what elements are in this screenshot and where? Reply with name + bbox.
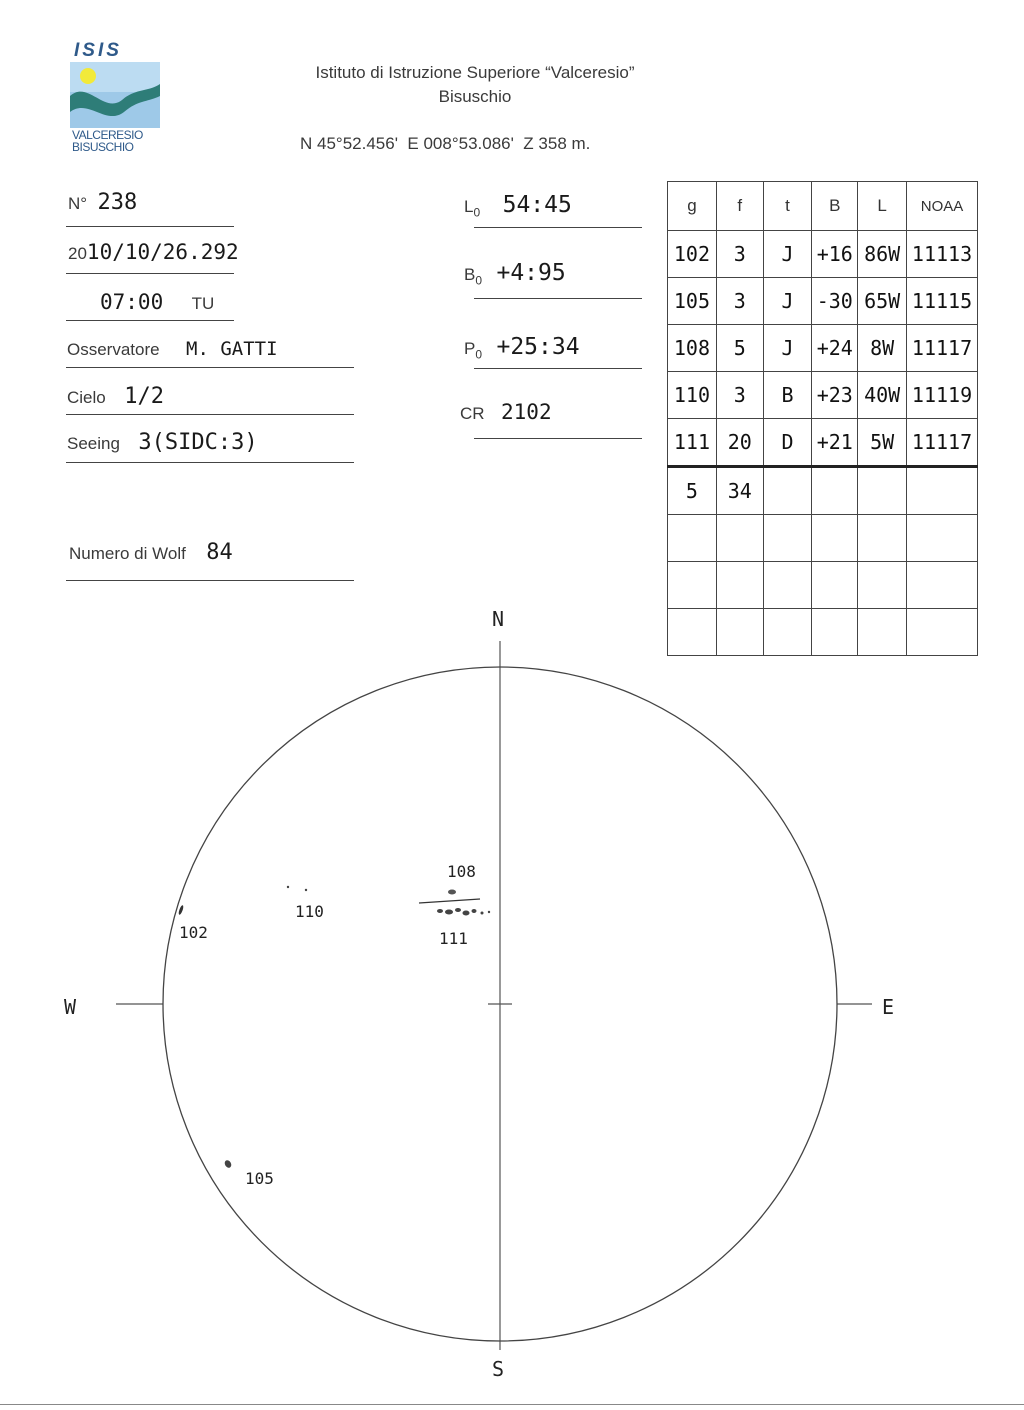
col-header-t: t (763, 182, 812, 231)
table-cell: 3 (716, 278, 763, 325)
record-number-underline (66, 226, 234, 227)
table-row (668, 278, 978, 325)
table-cell: 86W (858, 231, 907, 278)
totals-row (668, 467, 978, 515)
col-header-g: g (668, 182, 717, 231)
institute-town: Bisuschio (438, 87, 512, 106)
isis-logo (66, 40, 162, 156)
record-number-row (68, 190, 137, 215)
seeing-label: Seeing (67, 434, 120, 453)
table-row (668, 325, 978, 372)
col-header-b: B (812, 182, 858, 231)
table-cell: -30 (812, 278, 858, 325)
table-cell: J (763, 231, 812, 278)
l0-value: 54:45 (502, 192, 572, 218)
sky-value: 1/2 (124, 384, 164, 409)
cr-row (460, 400, 552, 424)
cr-value: 2102 (501, 400, 552, 424)
date-value: 10/10/26.292 (86, 240, 239, 264)
west-label: W (64, 995, 77, 1019)
p0-underline (474, 368, 642, 369)
table-cell: 5W (858, 419, 907, 467)
sky-label: Cielo (67, 388, 106, 407)
total-spots: 34 (716, 467, 763, 515)
observatory-coordinates: N 45°52.456' E 008°53.086' Z 358 m. (300, 134, 591, 153)
table-cell: +23 (812, 372, 858, 419)
seeing-value: 3(SIDC:3) (138, 430, 258, 455)
observer-label: Osservatore (67, 340, 160, 359)
col-header-l: L (858, 182, 907, 231)
table-cell: 102 (668, 231, 717, 278)
institute-name: Istituto di Istruzione Superiore “Valceresio” (315, 63, 635, 82)
group-label-105: 105 (245, 1169, 274, 1188)
group-108-111-separator (419, 899, 480, 903)
l0-underline (474, 227, 642, 228)
record-number-label: N° (68, 194, 88, 213)
table-row (668, 419, 978, 467)
logo-brand: ISIS (74, 40, 122, 61)
col-header-f: f (716, 182, 763, 231)
time-row (100, 290, 214, 314)
date-row (68, 240, 239, 264)
table-cell: +16 (812, 231, 858, 278)
b0-row (464, 260, 566, 287)
table-cell: J (763, 325, 812, 372)
sunspot-110b (305, 889, 307, 891)
table-cell: B (763, 372, 812, 419)
sunspot-102 (178, 905, 184, 915)
scan-edge-line (0, 1404, 1024, 1405)
sky-underline (66, 414, 354, 415)
b0-value: +4:95 (496, 260, 566, 286)
seeing-row (67, 430, 258, 455)
record-number-value: 238 (97, 190, 138, 215)
p0-row (464, 334, 580, 361)
time-underline (66, 320, 234, 321)
wolf-underline (66, 580, 354, 581)
total-groups: 5 (668, 467, 717, 515)
b0-underline (474, 298, 642, 299)
time-unit: TU (191, 294, 215, 313)
table-cell (763, 467, 812, 515)
b0-label: $B_0$ (464, 265, 483, 288)
sunspot-groups-table (667, 181, 978, 656)
table-cell: J (763, 278, 812, 325)
table-cell (907, 467, 978, 515)
col-header-noaa: NOAA (907, 182, 978, 231)
observer-value: M. GATTI (186, 338, 278, 360)
table-cell: 110 (668, 372, 717, 419)
group-label-110: 110 (295, 902, 324, 921)
table-row (668, 231, 978, 278)
table-cell: +21 (812, 419, 858, 467)
date-underline (66, 273, 234, 274)
table-cell: 3 (716, 372, 763, 419)
table-cell: 108 (668, 325, 717, 372)
solar-disk-drawing (0, 590, 1024, 1390)
wolf-value: 84 (206, 540, 233, 565)
time-value: 07:00 (100, 290, 164, 314)
table-cell: 8W (858, 325, 907, 372)
sunspot-105 (223, 1159, 232, 1169)
table-cell: 105 (668, 278, 717, 325)
sunspot-108 (448, 890, 456, 895)
table-cell: 111 (668, 419, 717, 467)
logo-line2: BISUSCHIO (72, 140, 134, 154)
p0-label: $P_0$ (464, 339, 483, 362)
sunspot-group-111 (437, 908, 490, 916)
seeing-underline (66, 462, 354, 463)
group-label-108: 108 (447, 862, 476, 881)
sunspot-110a (287, 886, 289, 888)
date-prefix: 20 (68, 244, 87, 263)
empty-row (668, 515, 978, 562)
table-cell: 65W (858, 278, 907, 325)
table-cell: 11119 (907, 372, 978, 419)
table-cell: +24 (812, 325, 858, 372)
l0-row (464, 192, 572, 219)
table-cell: 5 (716, 325, 763, 372)
l0-label: $L_0$ (464, 197, 481, 220)
table-cell: 11117 (907, 419, 978, 467)
table-cell: 20 (716, 419, 763, 467)
observer-underline (66, 367, 354, 368)
table-row (668, 372, 978, 419)
table-cell: 40W (858, 372, 907, 419)
logo-line1: VALCERESIO (72, 128, 143, 142)
observer-row (67, 338, 278, 360)
sky-row (67, 384, 164, 409)
p0-value: +25:34 (496, 334, 580, 360)
wolf-label: Numero di Wolf (69, 544, 186, 563)
group-label-102: 102 (179, 923, 208, 942)
table-cell: 3 (716, 231, 763, 278)
table-cell (812, 467, 858, 515)
east-label: E (882, 995, 895, 1019)
group-label-111: 111 (439, 929, 468, 948)
table-cell: 11113 (907, 231, 978, 278)
table-cell: 11115 (907, 278, 978, 325)
logo-emblem (70, 62, 160, 128)
wolf-row (69, 540, 233, 565)
table-cell: 11117 (907, 325, 978, 372)
cr-underline (474, 438, 642, 439)
cr-label: CR (460, 404, 485, 423)
table-cell (858, 467, 907, 515)
table-header-row (668, 182, 978, 231)
north-label: N (492, 607, 505, 631)
table-cell: D (763, 419, 812, 467)
south-label: S (492, 1357, 505, 1381)
